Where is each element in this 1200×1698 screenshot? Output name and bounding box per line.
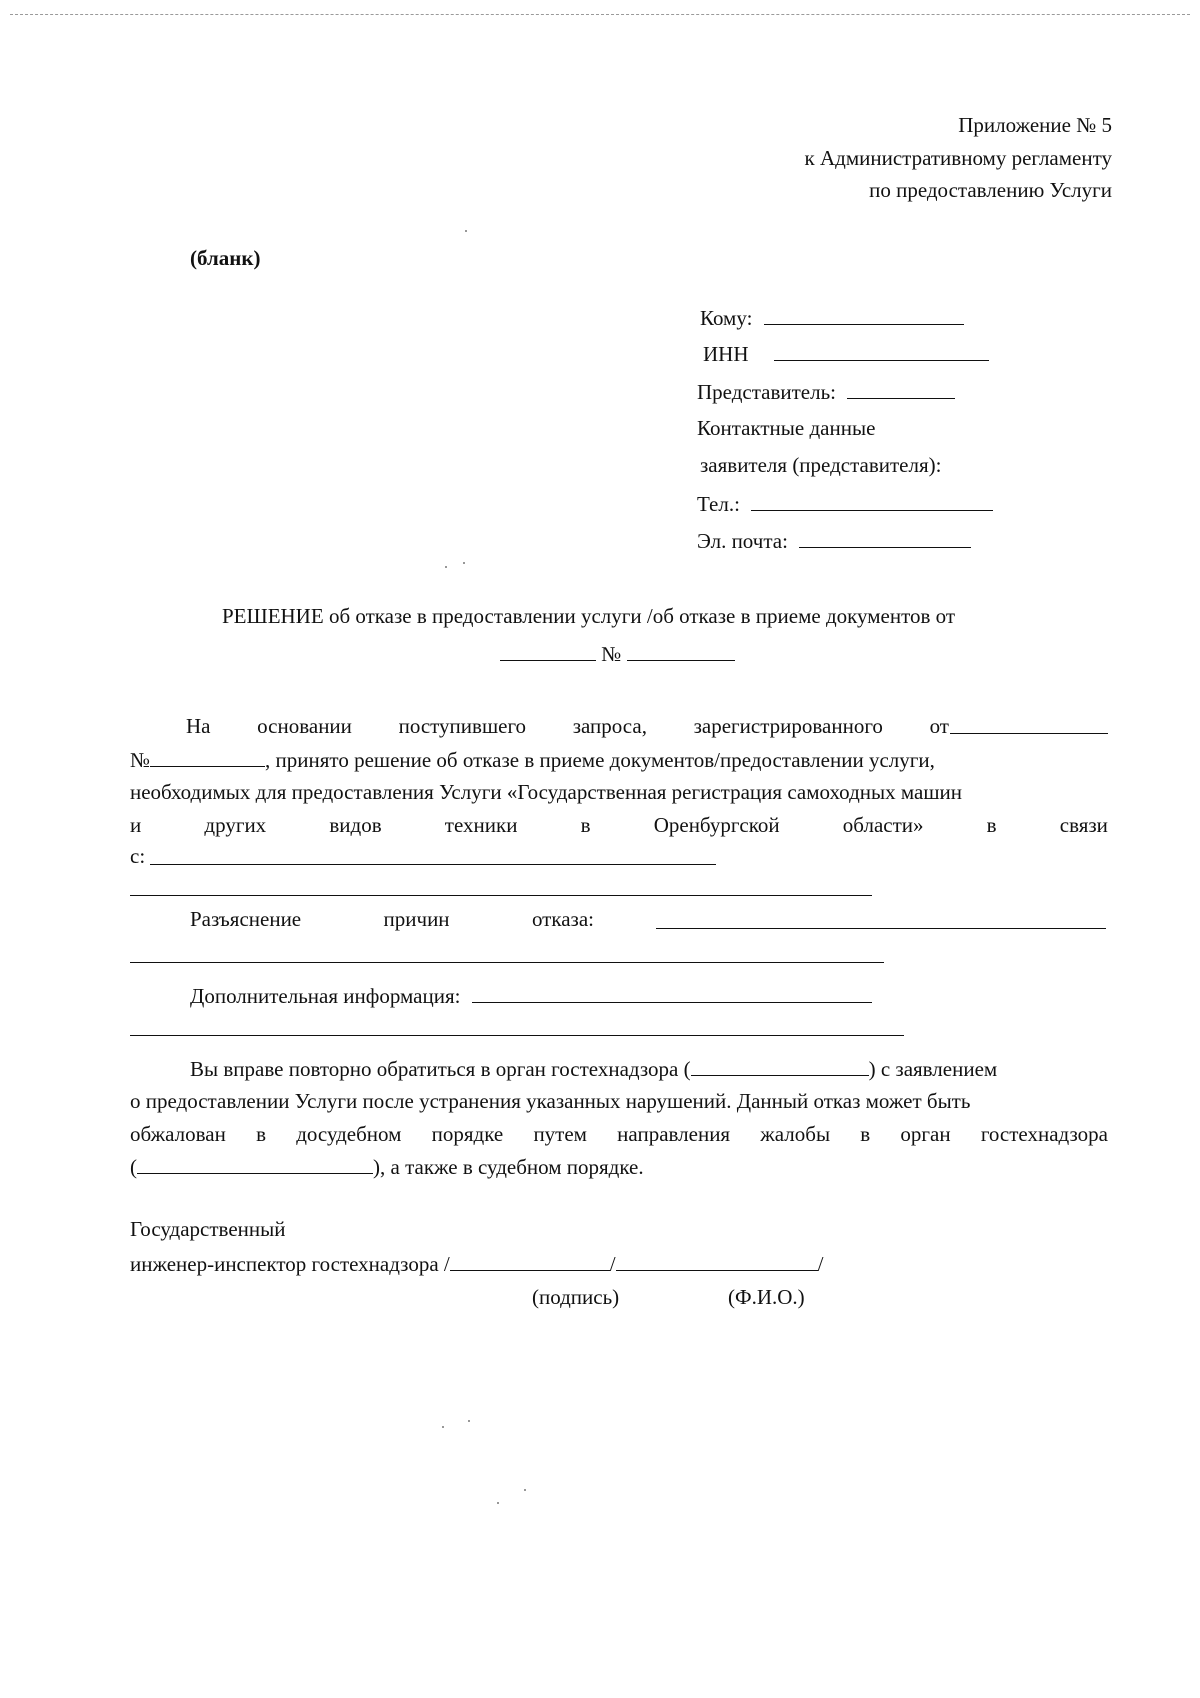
- scan-speck: [465, 230, 467, 232]
- p1-word: поступившего: [398, 714, 527, 738]
- representative-field: [697, 378, 955, 405]
- decision-date-blank: [500, 640, 596, 661]
- reasons-word: отказа:: [531, 907, 594, 931]
- final-word: гостехнадзора: [980, 1122, 1108, 1146]
- additional-info-blank-1: [472, 982, 872, 1003]
- contacts-line-1: Контактные данные: [697, 416, 876, 440]
- registered-number-blank: [150, 746, 265, 767]
- signature-line-1: Государственный: [130, 1217, 286, 1241]
- p1-line-1: [186, 713, 949, 739]
- phone-field: [697, 490, 993, 517]
- final-word: направления: [617, 1122, 731, 1146]
- scan-edge-line: [10, 14, 1190, 15]
- p1-word: области»: [842, 813, 924, 837]
- final-word: путем: [533, 1122, 587, 1146]
- email-field: [697, 527, 971, 554]
- scan-speck: [497, 1502, 499, 1504]
- final-line-4a: (: [130, 1155, 137, 1179]
- final-line-1a: Вы вправе повторно обратиться в орган гостехнадзора (: [190, 1057, 691, 1081]
- final-word: орган: [900, 1122, 951, 1146]
- scan-speck: [524, 1489, 526, 1491]
- phone-blank: [751, 490, 993, 511]
- decision-title-rest: об отказе в предоставлении услуги /об отказе в приеме документов от: [323, 604, 956, 628]
- final-word: обжалован: [130, 1122, 226, 1146]
- signature-caption: (подпись): [532, 1285, 620, 1309]
- reasons-word: Разъяснение: [190, 907, 302, 931]
- reason-blank-1: [150, 864, 716, 865]
- contacts-line-2: заявителя (представителя):: [700, 453, 942, 477]
- decision-title: [222, 603, 955, 629]
- p1-word: других: [204, 813, 267, 837]
- inn-field: [703, 340, 989, 367]
- scan-speck: [445, 566, 447, 568]
- authority-blank-1: [691, 1055, 869, 1076]
- appendix-line-1: Приложение № 5: [958, 113, 1112, 137]
- email-label: Эл. почта:: [697, 529, 788, 553]
- final-word: порядке: [431, 1122, 504, 1146]
- final-word: в: [256, 1122, 266, 1146]
- additional-info-label: Дополнительная информация:: [190, 984, 461, 1008]
- p1-word: в: [580, 813, 591, 837]
- appendix-line-2: к Административному регламенту: [804, 146, 1112, 170]
- final-line-4b: ), а также в судебном порядке.: [373, 1155, 644, 1179]
- final-line-4: [130, 1153, 644, 1180]
- decision-number-blank: [627, 640, 735, 661]
- reasons-word: причин: [383, 907, 450, 931]
- p1-line-2: [130, 746, 935, 773]
- p1-word: связи: [1059, 813, 1108, 837]
- to-label: Кому:: [700, 306, 753, 330]
- decision-number-sign: №: [601, 642, 622, 666]
- p1-line-5: [130, 843, 145, 869]
- signature-blank: [450, 1250, 610, 1271]
- p1-word: запроса,: [572, 714, 647, 738]
- final-line-3: [130, 1121, 1108, 1147]
- signature-title: инженер-инспектор гостехнадзора /: [130, 1252, 450, 1276]
- inn-blank: [774, 340, 989, 361]
- p1-word: техники: [444, 813, 518, 837]
- additional-info-blank-2: [130, 1035, 904, 1036]
- p1-line-3: необходимых для предоставления Услуги «Государственная регистрация самоходных машин: [130, 780, 962, 804]
- appendix-line-3: по предоставлению Услуги: [869, 178, 1112, 202]
- reasons-label: [190, 906, 594, 932]
- reasons-blank-2: [130, 962, 884, 963]
- decision-date-number: [500, 640, 735, 667]
- p1-number-sign: №: [130, 748, 151, 772]
- inn-label: ИНН: [703, 342, 749, 366]
- p1-word: и: [130, 813, 142, 837]
- additional-info-field: [190, 982, 872, 1009]
- final-line-2: о предоставлении Услуги после устранения указанных нарушений. Данный отказ может быть: [130, 1089, 971, 1113]
- signature-slash-end: /: [817, 1252, 824, 1276]
- p1-word: зарегистрированного: [693, 714, 883, 738]
- authority-blank-2: [137, 1153, 373, 1174]
- p1-word: На: [186, 714, 211, 738]
- final-word: в: [860, 1122, 871, 1146]
- phone-label: Тел.:: [697, 492, 740, 516]
- final-word: досудебном: [296, 1122, 402, 1146]
- blank-label: (бланк): [190, 246, 261, 270]
- p1-word: в: [986, 813, 997, 837]
- signature-slash-mid: /: [609, 1252, 616, 1276]
- scan-speck: [442, 1426, 444, 1428]
- scan-speck: [468, 1420, 470, 1422]
- signature-line-2: [130, 1250, 823, 1277]
- p1-word: Оренбургской: [653, 813, 780, 837]
- p1-word: от: [929, 714, 949, 738]
- to-field: [700, 304, 964, 331]
- email-blank: [799, 527, 971, 548]
- scan-speck: [463, 562, 465, 564]
- p1-word: видов: [329, 813, 382, 837]
- p1-line-5-label: с:: [130, 844, 146, 868]
- p1-line-4: [130, 812, 1108, 838]
- final-line-1b: ) с заявлением: [868, 1057, 998, 1081]
- to-blank: [764, 304, 964, 325]
- p1-word: основании: [257, 714, 352, 738]
- representative-blank: [847, 378, 955, 399]
- name-caption: (Ф.И.О.): [728, 1285, 805, 1309]
- final-line-1: [190, 1055, 997, 1082]
- reasons-blank-1: [656, 928, 1106, 929]
- final-word: жалобы: [760, 1122, 831, 1146]
- p1-line-2-text: , принято решение об отказе в приеме документов/предоставлении услуги,: [265, 748, 935, 772]
- decision-title-bold: РЕШЕНИЕ: [222, 604, 324, 628]
- registered-date-blank: [950, 733, 1108, 734]
- name-blank: [616, 1250, 818, 1271]
- reason-blank-2: [130, 895, 872, 896]
- representative-label: Представитель:: [697, 380, 837, 404]
